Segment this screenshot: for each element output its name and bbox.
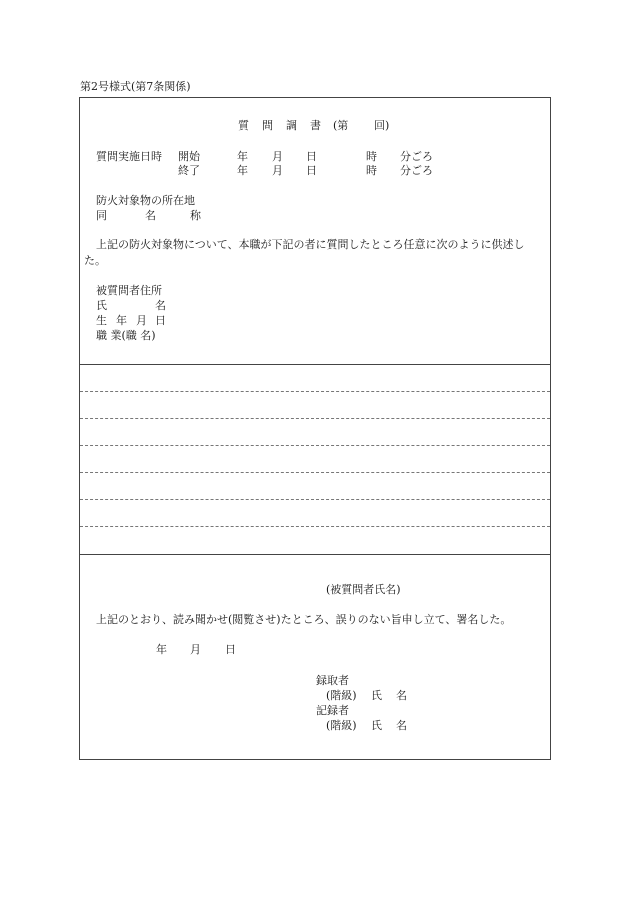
statement-line [80, 445, 550, 446]
start-year: 年 [237, 150, 248, 163]
statement-line1: 上記の防火対象物について、本職が下記の者に質問したところ任意に次のように供述し [96, 238, 525, 251]
signed-year: 年 [156, 643, 167, 656]
end-label: 終了 [178, 164, 200, 177]
respondent-name-char: 氏 [96, 299, 107, 312]
clerk-name-char: 名 [396, 719, 407, 732]
recorder-name-char: 名 [396, 689, 407, 702]
respondent-birth-char: 年 [116, 314, 127, 327]
title-char: 調 [286, 119, 297, 132]
title-session-open: (第 [333, 119, 349, 132]
statement-line [80, 472, 550, 473]
section-divider-bottom [80, 554, 550, 555]
statement-line2: た。 [84, 254, 106, 267]
respondent-occupation-label: 職 業(職 名) [96, 329, 156, 342]
respondent-birth-char: 日 [155, 314, 166, 327]
target-name-char: 称 [190, 209, 201, 222]
end-minute: 分ごろ [400, 164, 433, 177]
clerk-name-char: 氏 [371, 719, 382, 732]
recorder-label: 録取者 [316, 674, 349, 687]
signed-day: 日 [225, 643, 236, 656]
start-day: 日 [306, 150, 317, 163]
respondent-birth-char: 生 [96, 314, 107, 327]
start-hour: 時 [366, 150, 377, 163]
title-session-close: 回) [374, 119, 390, 132]
title-char: 問 [262, 119, 273, 132]
clerk-label: 記録者 [316, 704, 349, 717]
form-number-label: 第2号様式(第7条関係) [80, 80, 191, 93]
statement-line [80, 499, 550, 500]
respondent-signature-label: (被質問者氏名) [326, 583, 401, 596]
statement-line [80, 526, 550, 527]
title-char: 書 [310, 119, 321, 132]
section-divider-top [80, 364, 550, 365]
title-char: 質 [238, 119, 249, 132]
datetime-label: 質問実施日時 [96, 150, 162, 163]
target-location-label: 防火対象物の所在地 [96, 194, 195, 207]
start-minute: 分ごろ [400, 150, 433, 163]
confirmation-text: 上記のとおり、読み聞かせ(閲覧させ)たところ、誤りのない旨申し立て、署名した。 [96, 613, 512, 626]
end-year: 年 [237, 164, 248, 177]
target-name-char: 名 [145, 209, 156, 222]
recorder-rank: (階級) [326, 689, 357, 702]
respondent-address-label: 被質問者住所 [96, 284, 162, 297]
clerk-rank: (階級) [326, 719, 357, 732]
signed-month: 月 [190, 643, 201, 656]
end-day: 日 [306, 164, 317, 177]
start-label: 開始 [178, 150, 200, 163]
end-hour: 時 [366, 164, 377, 177]
end-month: 月 [272, 164, 283, 177]
recorder-name-char: 氏 [371, 689, 382, 702]
statement-line [80, 391, 550, 392]
statement-line [80, 418, 550, 419]
respondent-birth-char: 月 [136, 314, 147, 327]
start-month: 月 [272, 150, 283, 163]
respondent-name-char: 名 [155, 299, 166, 312]
target-name-char: 同 [96, 209, 107, 222]
